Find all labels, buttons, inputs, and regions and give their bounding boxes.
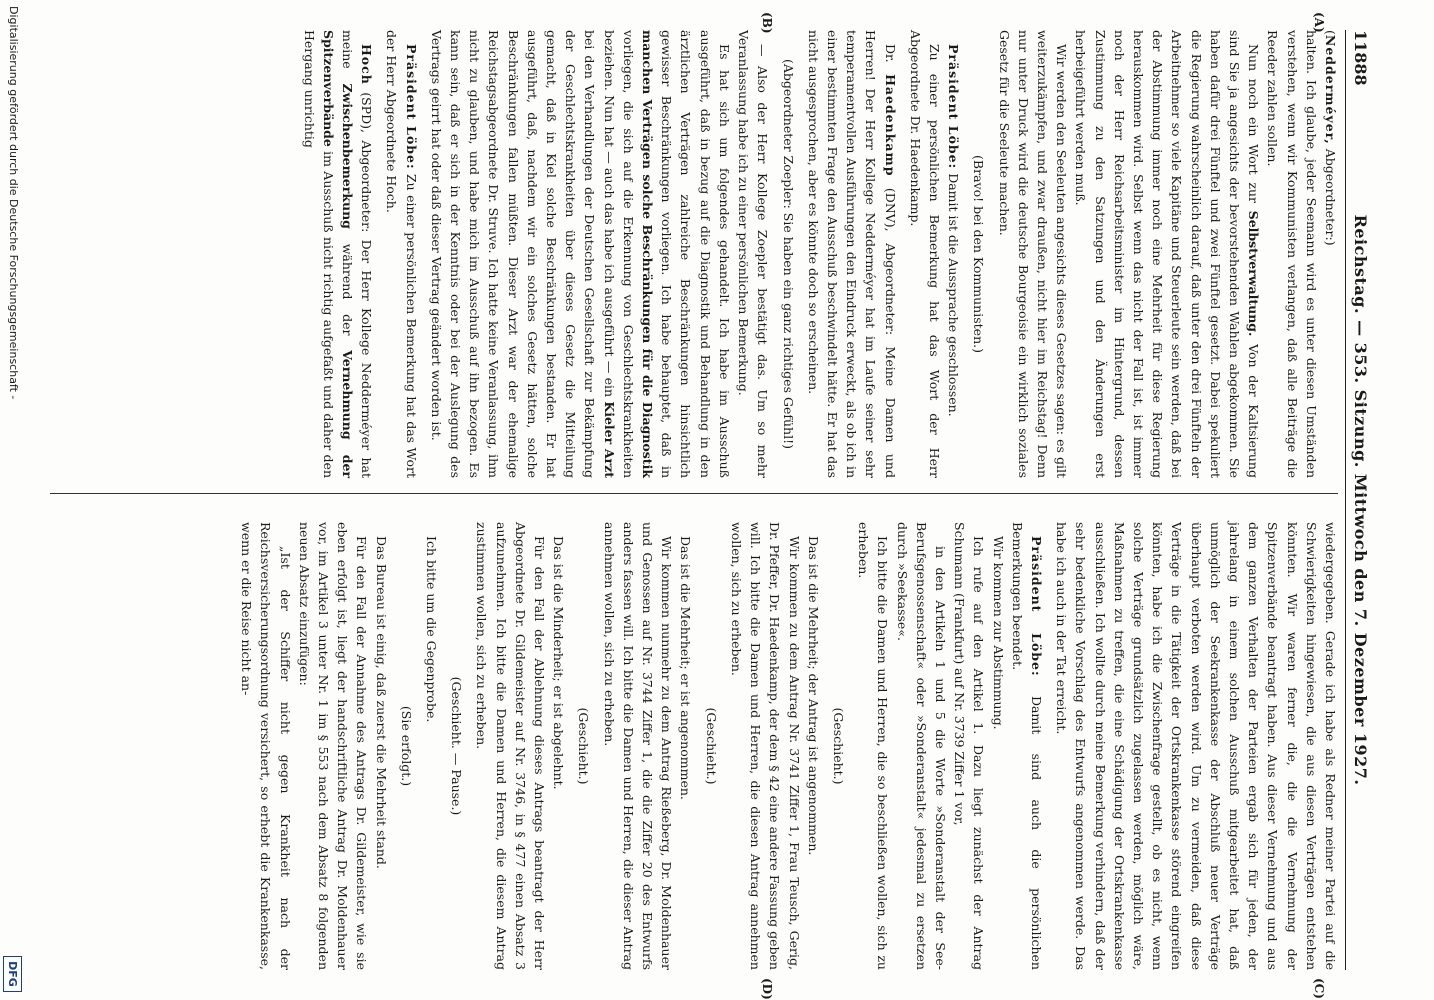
- bold-term: Zwischenbemerkung: [340, 83, 356, 229]
- margin-letter-a: (A): [1312, 12, 1326, 33]
- running-header: [1345, 30, 1374, 970]
- paragraph: halten. Ich glaube, jeder Seemann wird es unter diesen Umständen verstehen, wenn wir Kommunisten verlangen, daß alle Beiträge die Reeder zahlen sollen.: [1265, 30, 1319, 478]
- interjection: (Geschieht. — Pause.): [449, 676, 465, 816]
- text-run: im Ausschuß nicht richtig aufgefaßt und daher den Hergang unrichtig: [301, 30, 336, 478]
- text-run: Zu einer persönlichen Bemerkung hat das Wort der Herr Abgeordnete Hoch.: [384, 30, 419, 478]
- paragraph: Wir werden den Seeleuten angesichts dieses Gesetzes sagen: es gilt weiterzukämpfen, und zwar draußen, nicht hier im Reichstag! Denn nur unter Druck wird die deutsche Bourgeoisie ein wirklich soziales Gesetz für die Seeleute machen.: [996, 30, 1070, 478]
- speaker-name: Hoch: [359, 44, 375, 85]
- speaker-name: Präsident Löbe:: [1028, 536, 1044, 677]
- speaker-name: Nedderméyer,: [1323, 34, 1338, 145]
- bold-term: Vernehmung der Spitzenverbände: [320, 30, 356, 478]
- paragraph: wiedergegeben. Gerade ich habe als Redner meiner Partei auf die Schwierigkeiten hingewiesen, die aus diesen Verträgen entstehen könnten. Wir waren ferner die, die die Vernehmung der Spitzenverbände beantragt haben. Aus dieser Vernehmung und aus dem ganzen Verhalten der Parteien ergab sich für jeden, der jahrelang in einem solchen Ausschuß mitgearbeitet hat, daß unmöglich der Seekrankenkasse der Abschluß neuer Verträge überhaupt verboten werden wird. Um zu vermeiden, daß diese Verträge in die Tätigkeit der Ortskrankenkasse störend eingreifen könnten, habe ich die Zwischenfrage gestellt, ob es nicht, wenn solche Verträge grundsätzlich zugelassen werden, möglich wäre, Maßnahmen zu treffen, die eine Schädigung der Ortskrankenkasse ausschließen. Ich wollte durch meine Bemerkung verhindern, daß der sehr bedenkliche Vorschlag des Entwurfs angenommen werde. Das habe ich auch in der Tat erreicht.: [1054, 522, 1338, 970]
- dfg-logo: DFG: [3, 956, 22, 992]
- text-run: bei den Verhandlungen der Deutschen Gesellschaft zur Bekämpfung der Geschlechtskrankheiten über dieses Gesetz die Mitteilung gemacht, daß in Kiel solche Beschränkungen bestanden. Er hat ausgeführt, daß, nachdem wir ein solches Gesetz hätten, solche Beschränkungen fallen müßten. Dieser Arzt war der ehemalige Reichstagsabgeordnete Dr. Struve. Ich hatte keine Veranlassung, ihm nicht zu glauben, und habe mich im Ausschuß auf ihn bezogen. Es kann sein, daß er sich in der Kenntnis oder bei der Auslegung des Vertrags geirrt hat oder daß dieser Vertrag geändert worden ist.: [428, 30, 598, 478]
- paragraph: Ich bitte um die Gegenprobe.: [424, 536, 440, 723]
- interjection: (Sie erfolgt.): [398, 705, 414, 787]
- paragraph: (Nedderméyer, Abgeordneter:): [1323, 30, 1338, 246]
- text-run: vorliegen, die sich auf die Erkennung von Geschlechtskrankheiten beziehen. Nun hat — auch das habe ich ausgeführt — ein: [601, 30, 636, 478]
- paragraph: Das ist die Minderheit; er ist abgelehnt.: [551, 536, 567, 790]
- paragraph: Für den Fall der Annahme des Antrags Dr. Gildemeister, wie sie eben erfolgt ist, liegt der handschriftliche Antrag Dr. Moldenhauer vor, im Artikel 3 unter Nr. 1 im § 553 nach dem Absatz 8 folgenden neuen Absatz einzufügen:: [296, 522, 370, 970]
- margin-letter-b: (B): [760, 12, 774, 34]
- paragraph: [1071, 30, 1263, 478]
- interjection: (Abgeordneter Zoepler: Sie haben ein ganz richtiges Gefühl!): [780, 59, 796, 449]
- paragraph: [299, 30, 376, 478]
- footer-credit: Digitalisierung gefördert durch die Deutsche Forschungsgemeinschaft -: [7, 6, 20, 400]
- column-divider: [50, 493, 1338, 494]
- speaker-name: Haedenkamp: [882, 74, 898, 177]
- bold-term: Selbstverwaltung.: [1246, 210, 1262, 337]
- text-run: Nun noch ein Wort zur: [1246, 44, 1262, 203]
- text-run: Damit sind auch die persönlichen Bemerkungen beendet.: [1009, 522, 1044, 970]
- text-run: Von der Kaltsierung sind Sie ja angesichts der bevorstehenden Wahlen abgekommen. Sie haben dafür drei Fünftel und zwei Fünftel gesetzt. Dabei spekuliert die Regierung wahrscheinlich darauf, daß unter den drei Fünfteln der Arbeitnehmer so viele Kapitäne und Steuerleute sein werden, daß bei der Abstimmung immer noch eine Mehrheit für diese Regierung herauskommen wird. Selbst wenn das nicht der Fall ist, ist immer noch der Herr Reichsarbeitsminister im Hintergrund, dessen Zustimmung zu den Satzungen und den Änderungen erst herbeigeführt werden muß.: [1073, 30, 1262, 478]
- paragraph: Wir kommen zur Abstimmung.: [990, 536, 1006, 730]
- text-run: Dr.: [882, 44, 898, 63]
- paragraph: [804, 30, 900, 478]
- quoted-motion: in den Artikeln 1 und 5 die Worte »Sonderanstalt der See-Berufsgenossenschaft« oder »Sonderanstalt« jedesmal zu ersetzen durch »Seekasse«.: [894, 522, 948, 970]
- bold-term: manchen Verträgen solche Beschränkungen für die Diagnostik: [640, 30, 656, 478]
- interjection: (Geschieht.): [830, 707, 846, 785]
- text-run: Damit ist die Aussprache geschlossen.: [946, 173, 962, 417]
- paragraph: [944, 30, 963, 478]
- paragraph: Wir kommen nunmehr zu dem Antrag Rießeberg, Dr. Moldenhauer und Genossen auf Nr. 3744 Ziffer 1, die die Ziffer 20 des Entwurfs anders fassen will. Ich bitte die Damen und Herren, die dieser Antrag annehmen wollen, sich zu erheben.: [601, 522, 675, 970]
- paragraph: Zu einer persönlichen Bemerkung hat das Wort der Herr Abgeordnete Dr. Haedenkamp.: [907, 30, 942, 478]
- paragraph: Für den Fall der Ablehnung dieses Antrags beantragt der Herr Abgeordnete Dr. Gildemeister auf Nr. 3746, in § 477 einen Absatz 3 aufzunehmen. Ich bitte die Damen und Herren, die diesem Antrag zustimmen wollen, sich zu erheben.: [474, 522, 548, 970]
- paragraph: Ich rufe auf den Artikel 1. Dazu liegt zunächst der Antrag Schumann (Frankfurt) auf Nr. 3739 Ziffer 1 vor,: [952, 522, 987, 970]
- paragraph: [427, 30, 734, 478]
- interjection: (Geschieht.): [576, 707, 592, 785]
- page-number: 11888: [1351, 30, 1370, 86]
- digitization-footer: [0, 0, 24, 1000]
- paragraph: [382, 30, 420, 478]
- speaker-name: Präsident Löbe:: [403, 44, 419, 170]
- margin-letter-c: (C): [1312, 978, 1326, 999]
- paragraph: Das Bureau ist einig, daß zuerst die Mehrheit stand.: [373, 536, 389, 869]
- paragraph: Ich bitte die Damen und Herren, die so beschließen wollen, sich zu erheben.: [856, 522, 891, 970]
- right-column: [40, 522, 1340, 970]
- header-title: Reichstag. — 353. Sitzung. Mittwoch den 7. Dezember 1927.: [1351, 214, 1370, 786]
- speaker-name: Präsident Löbe:: [946, 44, 962, 170]
- text-run: (DNV), Abgeordneter: Meine Damen und Herren! Der Herr Kollege Nedderméyer hat im Laufe seiner sehr temperamentvollen Ausführungen den Eindruck erweckt, als ob ich in einer bestimmten Frage den Ausschuß beschwindelt hätte. Er hat das nicht ausgesprochen, aber es könnte doch so erscheinen.: [805, 30, 898, 478]
- paragraph: Das ist die Mehrheit; er ist angenommen.: [678, 536, 694, 800]
- paragraph: Das ist die Mehrheit; der Antrag ist angenommen.: [805, 536, 821, 856]
- text-run: Es hat sich um folgendes gehandelt. Ich habe im Ausschuß ausgeführt, daß in bezug auf die Diagnostik und Behandlung in den ärztlichen Verträgen zahlreiche Beschränkungen hinsichtlich gewisser Beschränkungen vorliegen. Ich habe behauptet, daß in: [659, 30, 732, 478]
- margin-letter-d: (D): [760, 978, 774, 1000]
- quoted-motion: „Ist der Schiffer nicht gegen Krankheit nach der Reichsversicherungsordnung versichert, so erhebt die Krankenkasse, wenn er die Reise nicht an-: [239, 522, 293, 970]
- paragraph: [1008, 522, 1046, 970]
- paragraph: — Also der Herr Kollege Zoepler bestätigt das. Um so mehr Veranlassung habe ich zu einer persönlichen Bemerkung.: [736, 30, 771, 478]
- paragraph: Wir kommen zu dem Antrag Nr. 3741 Ziffer 1, Frau Teusch, Gerig, Dr. Pfeffer, Dr. Haedenkamp, der dem § 42 eine andere Fassung geben will. Ich bitte die Damen und Herren, die diesen Antrag annehmen wollen, sich zu erheben.: [728, 522, 802, 970]
- interjection: (Bravo! bei den Kommunisten.): [971, 155, 987, 353]
- text-run: während der: [340, 243, 356, 336]
- bold-term: Kieler Arzt: [601, 401, 617, 478]
- left-column: [40, 30, 1340, 478]
- text-run: (SPD), Abgeordneter: Der Herr Kollege Nedderméyer hat meine: [340, 30, 375, 479]
- speaker-role: Abgeordneter:: [1323, 148, 1338, 241]
- interjection: (Geschieht.): [703, 707, 719, 785]
